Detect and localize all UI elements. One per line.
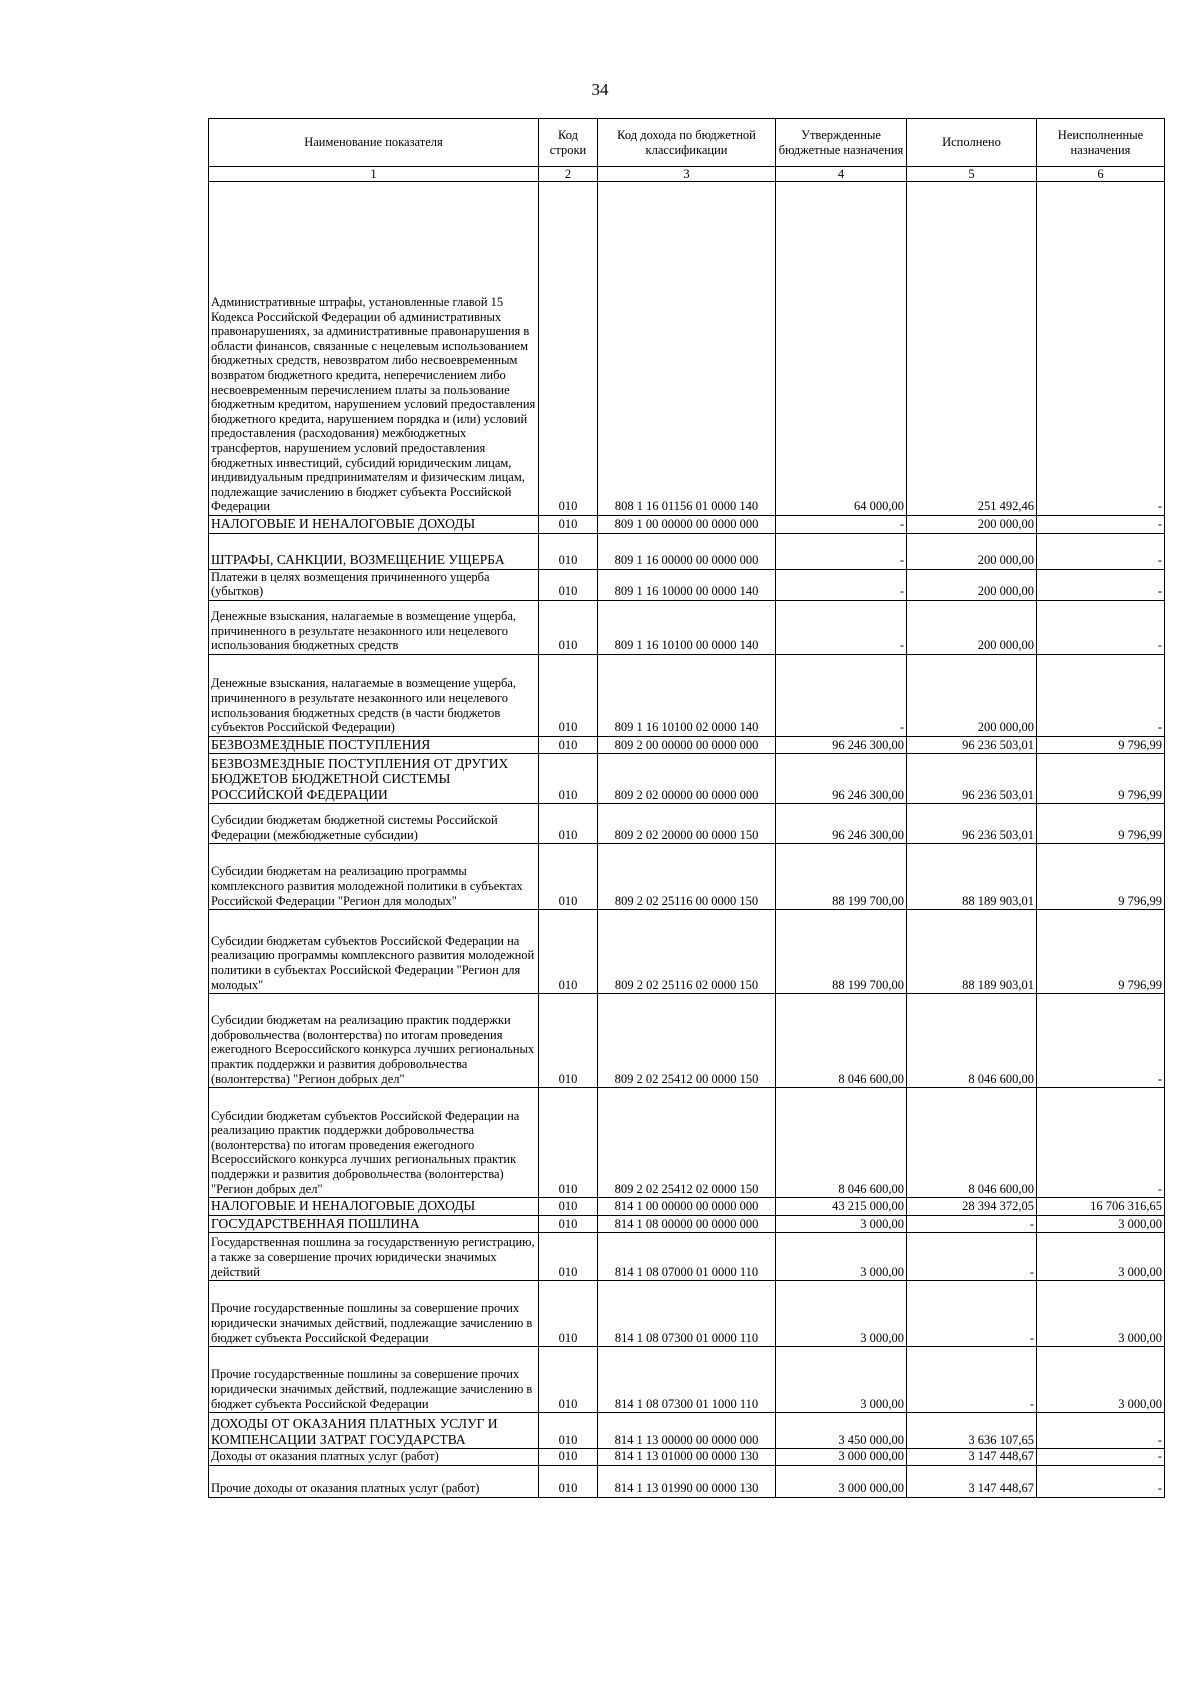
table-row bbox=[209, 994, 1165, 1088]
row-unexecuted-amount: - bbox=[1037, 1465, 1165, 1497]
row-approved-amount: 88 199 700,00 bbox=[776, 910, 907, 994]
row-code: 010 bbox=[539, 994, 598, 1088]
row-approved-amount: 3 000,00 bbox=[776, 1347, 907, 1413]
table-row bbox=[209, 1198, 1165, 1216]
row-name: Субсидии бюджетам на реализацию программы комплексного развития молодежной политики в субъектах Российской Федерации "Регион для молодых" bbox=[209, 844, 539, 910]
column-number: 6 bbox=[1037, 167, 1165, 182]
row-code: 010 bbox=[539, 1198, 598, 1216]
row-kbk-code: 809 1 00 00000 00 0000 000 bbox=[598, 516, 776, 534]
header-approved: Утвержденные бюджетные назначения bbox=[776, 119, 907, 167]
row-kbk-code: 814 1 08 07300 01 0000 110 bbox=[598, 1281, 776, 1347]
column-number: 3 bbox=[598, 167, 776, 182]
row-kbk-code: 814 1 13 01990 00 0000 130 bbox=[598, 1465, 776, 1497]
row-unexecuted-amount: - bbox=[1037, 569, 1165, 600]
row-unexecuted-amount: - bbox=[1037, 600, 1165, 654]
column-number: 5 bbox=[907, 167, 1037, 182]
row-name: Субсидии бюджетам бюджетной системы Российской Федерации (межбюджетные субсидии) bbox=[209, 804, 539, 844]
row-kbk-code: 809 1 16 00000 00 0000 000 bbox=[598, 533, 776, 569]
header-executed: Исполнено bbox=[907, 119, 1037, 167]
row-code: 010 bbox=[539, 844, 598, 910]
row-code: 010 bbox=[539, 569, 598, 600]
row-name: Субсидии бюджетам субъектов Российской Федерации на реализацию практик поддержки добровольчества (волонтерства) по итогам проведения ежегодного Всероссийского конкурса лучших региональных практик поддержки и развития добровольчества (волонтерства) "Регион добрых дел" bbox=[209, 1088, 539, 1198]
row-unexecuted-amount: - bbox=[1037, 1413, 1165, 1449]
row-executed-amount: 3 636 107,65 bbox=[907, 1413, 1037, 1449]
row-name: Прочие доходы от оказания платных услуг (работ) bbox=[209, 1465, 539, 1497]
row-name: Субсидии бюджетам субъектов Российской Федерации на реализацию программы комплексного развития молодежной политики в субъектах Российской Федерации "Регион для молодых" bbox=[209, 910, 539, 994]
row-unexecuted-amount: 3 000,00 bbox=[1037, 1281, 1165, 1347]
header-unexecuted: Неисполненные назначения bbox=[1037, 119, 1165, 167]
row-executed-amount: - bbox=[907, 1281, 1037, 1347]
row-kbk-code: 809 2 02 25412 00 0000 150 bbox=[598, 994, 776, 1088]
row-unexecuted-amount: 3 000,00 bbox=[1037, 1347, 1165, 1413]
row-name: Денежные взыскания, налагаемые в возмещение ущерба, причиненного в результате незаконного или нецелевого использования бюджетных средств (в части бюджетов субъектов Российской Федерации) bbox=[209, 654, 539, 736]
row-code: 010 bbox=[539, 804, 598, 844]
row-name: Доходы от оказания платных услуг (работ) bbox=[209, 1449, 539, 1466]
column-number: 4 bbox=[776, 167, 907, 182]
row-executed-amount: 88 189 903,01 bbox=[907, 910, 1037, 994]
row-unexecuted-amount: 3 000,00 bbox=[1037, 1215, 1165, 1233]
row-kbk-code: 814 1 13 00000 00 0000 000 bbox=[598, 1413, 776, 1449]
budget-revenue-table bbox=[208, 118, 1165, 1498]
table-row bbox=[209, 1465, 1165, 1497]
row-executed-amount: 200 000,00 bbox=[907, 516, 1037, 534]
row-kbk-code: 814 1 08 00000 00 0000 000 bbox=[598, 1215, 776, 1233]
row-name: БЕЗВОЗМЕЗДНЫЕ ПОСТУПЛЕНИЯ ОТ ДРУГИХ БЮДЖЕТОВ БЮДЖЕТНОЙ СИСТЕМЫ РОССИЙСКОЙ ФЕДЕРАЦИИ bbox=[209, 754, 539, 804]
row-code: 010 bbox=[539, 1465, 598, 1497]
row-kbk-code: 808 1 16 01156 01 0000 140 bbox=[598, 182, 776, 516]
row-unexecuted-amount: 9 796,99 bbox=[1037, 804, 1165, 844]
row-code: 010 bbox=[539, 910, 598, 994]
page-number: 34 bbox=[591, 80, 609, 99]
table-row bbox=[209, 1088, 1165, 1198]
row-executed-amount: 200 000,00 bbox=[907, 654, 1037, 736]
row-kbk-code: 814 1 00 00000 00 0000 000 bbox=[598, 1198, 776, 1216]
row-code: 010 bbox=[539, 1413, 598, 1449]
table-row bbox=[209, 736, 1165, 754]
row-code: 010 bbox=[539, 1233, 598, 1281]
header-kbk: Код дохода по бюджетной классификации bbox=[598, 119, 776, 167]
row-executed-amount: 3 147 448,67 bbox=[907, 1449, 1037, 1466]
row-executed-amount: 8 046 600,00 bbox=[907, 994, 1037, 1088]
row-code: 010 bbox=[539, 1449, 598, 1466]
row-executed-amount: 8 046 600,00 bbox=[907, 1088, 1037, 1198]
row-name: НАЛОГОВЫЕ И НЕНАЛОГОВЫЕ ДОХОДЫ bbox=[209, 516, 539, 534]
row-code: 010 bbox=[539, 1088, 598, 1198]
row-executed-amount: 88 189 903,01 bbox=[907, 844, 1037, 910]
row-name: НАЛОГОВЫЕ И НЕНАЛОГОВЫЕ ДОХОДЫ bbox=[209, 1198, 539, 1216]
row-code: 010 bbox=[539, 1215, 598, 1233]
row-code: 010 bbox=[539, 1281, 598, 1347]
row-code: 010 bbox=[539, 1347, 598, 1413]
row-unexecuted-amount: 9 796,99 bbox=[1037, 736, 1165, 754]
row-name: Административные штрафы, установленные главой 15 Кодекса Российской Федерации об административных правонарушениях, за административные правонарушения в области финансов, связанные с нецелевым использованием бюджетных средств, невозвратом либо несвоевременным возвратом бюджетного кредита, неперечислением либо несвоевременным перечислением платы за пользование бюджетным кредитом, нарушением условий предоставления бюджетного кредита, нарушением порядка и (или) условий предоставления (расходования) межбюджетных трансфертов, нарушением условий предоставления бюджетных инвестиций, субсидий юридическим лицам, индивидуальным предпринимателям и физическим лицам, подлежащие зачислению в бюджет субъекта Российской Федерации bbox=[209, 182, 539, 516]
row-code: 010 bbox=[539, 754, 598, 804]
row-unexecuted-amount: - bbox=[1037, 533, 1165, 569]
row-kbk-code: 809 2 00 00000 00 0000 000 bbox=[598, 736, 776, 754]
row-unexecuted-amount: 9 796,99 bbox=[1037, 910, 1165, 994]
row-executed-amount: 251 492,46 bbox=[907, 182, 1037, 516]
row-executed-amount: 96 236 503,01 bbox=[907, 804, 1037, 844]
row-approved-amount: 3 000 000,00 bbox=[776, 1465, 907, 1497]
row-approved-amount: - bbox=[776, 533, 907, 569]
row-name: ДОХОДЫ ОТ ОКАЗАНИЯ ПЛАТНЫХ УСЛУГ И КОМПЕНСАЦИИ ЗАТРАТ ГОСУДАРСТВА bbox=[209, 1413, 539, 1449]
row-unexecuted-amount: 3 000,00 bbox=[1037, 1233, 1165, 1281]
row-kbk-code: 814 1 13 01000 00 0000 130 bbox=[598, 1449, 776, 1466]
row-kbk-code: 814 1 08 07300 01 1000 110 bbox=[598, 1347, 776, 1413]
row-kbk-code: 809 1 16 10000 00 0000 140 bbox=[598, 569, 776, 600]
table-row bbox=[209, 1449, 1165, 1466]
row-approved-amount: 3 000,00 bbox=[776, 1233, 907, 1281]
table-row bbox=[209, 804, 1165, 844]
row-executed-amount: 200 000,00 bbox=[907, 600, 1037, 654]
row-unexecuted-amount: - bbox=[1037, 182, 1165, 516]
row-approved-amount: 96 246 300,00 bbox=[776, 736, 907, 754]
row-kbk-code: 809 2 02 25116 02 0000 150 bbox=[598, 910, 776, 994]
row-approved-amount: 8 046 600,00 bbox=[776, 1088, 907, 1198]
row-code: 010 bbox=[539, 600, 598, 654]
table-row bbox=[209, 1281, 1165, 1347]
row-approved-amount: 64 000,00 bbox=[776, 182, 907, 516]
row-kbk-code: 809 1 16 10100 00 0000 140 bbox=[598, 600, 776, 654]
row-kbk-code: 814 1 08 07000 01 0000 110 bbox=[598, 1233, 776, 1281]
row-executed-amount: - bbox=[907, 1215, 1037, 1233]
table-row bbox=[209, 533, 1165, 569]
row-name: Государственная пошлина за государственную регистрацию, а также за совершение прочих юридически значимых действий bbox=[209, 1233, 539, 1281]
row-approved-amount: 96 246 300,00 bbox=[776, 754, 907, 804]
table-body bbox=[209, 182, 1165, 1498]
row-unexecuted-amount: - bbox=[1037, 654, 1165, 736]
row-kbk-code: 809 2 02 25116 00 0000 150 bbox=[598, 844, 776, 910]
table-row bbox=[209, 654, 1165, 736]
table-row bbox=[209, 1413, 1165, 1449]
row-executed-amount: - bbox=[907, 1347, 1037, 1413]
row-approved-amount: 3 000 000,00 bbox=[776, 1449, 907, 1466]
table-row bbox=[209, 1233, 1165, 1281]
row-code: 010 bbox=[539, 182, 598, 516]
row-unexecuted-amount: 16 706 316,65 bbox=[1037, 1198, 1165, 1216]
table-row bbox=[209, 516, 1165, 534]
table-row bbox=[209, 1215, 1165, 1233]
row-name: ГОСУДАРСТВЕННАЯ ПОШЛИНА bbox=[209, 1215, 539, 1233]
row-name: БЕЗВОЗМЕЗДНЫЕ ПОСТУПЛЕНИЯ bbox=[209, 736, 539, 754]
row-unexecuted-amount: - bbox=[1037, 1088, 1165, 1198]
row-approved-amount: - bbox=[776, 516, 907, 534]
row-name: Денежные взыскания, налагаемые в возмещение ущерба, причиненного в результате незаконного или нецелевого использования бюджетных средств bbox=[209, 600, 539, 654]
table-row bbox=[209, 844, 1165, 910]
row-unexecuted-amount: - bbox=[1037, 516, 1165, 534]
row-executed-amount: 28 394 372,05 bbox=[907, 1198, 1037, 1216]
table-row bbox=[209, 754, 1165, 804]
table-row bbox=[209, 600, 1165, 654]
row-executed-amount: 96 236 503,01 bbox=[907, 736, 1037, 754]
table-row bbox=[209, 910, 1165, 994]
row-name: Субсидии бюджетам на реализацию практик поддержки добровольчества (волонтерства) по итогам проведения ежегодного Всероссийского конкурса лучших региональных практик поддержки и развития добровольчества (волонтерства) "Регион добрых дел" bbox=[209, 994, 539, 1088]
row-approved-amount: 3 450 000,00 bbox=[776, 1413, 907, 1449]
row-unexecuted-amount: - bbox=[1037, 994, 1165, 1088]
row-name: Прочие государственные пошлины за совершение прочих юридически значимых действий, подлежащие зачислению в бюджет субъекта Российской Федерации bbox=[209, 1347, 539, 1413]
row-unexecuted-amount: - bbox=[1037, 1449, 1165, 1466]
row-approved-amount: 3 000,00 bbox=[776, 1215, 907, 1233]
row-name: ШТРАФЫ, САНКЦИИ, ВОЗМЕЩЕНИЕ УЩЕРБА bbox=[209, 533, 539, 569]
row-executed-amount: 96 236 503,01 bbox=[907, 754, 1037, 804]
header-code: Код строки bbox=[539, 119, 598, 167]
row-approved-amount: - bbox=[776, 600, 907, 654]
table-row bbox=[209, 1347, 1165, 1413]
row-approved-amount: - bbox=[776, 654, 907, 736]
row-executed-amount: 200 000,00 bbox=[907, 569, 1037, 600]
column-number: 2 bbox=[539, 167, 598, 182]
row-approved-amount: 88 199 700,00 bbox=[776, 844, 907, 910]
row-unexecuted-amount: 9 796,99 bbox=[1037, 754, 1165, 804]
row-approved-amount: 43 215 000,00 bbox=[776, 1198, 907, 1216]
table-row bbox=[209, 182, 1165, 516]
row-code: 010 bbox=[539, 654, 598, 736]
row-unexecuted-amount: 9 796,99 bbox=[1037, 844, 1165, 910]
table-row bbox=[209, 569, 1165, 600]
row-approved-amount: - bbox=[776, 569, 907, 600]
row-name: Прочие государственные пошлины за совершение прочих юридически значимых действий, подлежащие зачислению в бюджет субъекта Российской Федерации bbox=[209, 1281, 539, 1347]
row-executed-amount: 3 147 448,67 bbox=[907, 1465, 1037, 1497]
row-approved-amount: 96 246 300,00 bbox=[776, 804, 907, 844]
row-approved-amount: 8 046 600,00 bbox=[776, 994, 907, 1088]
row-executed-amount: - bbox=[907, 1233, 1037, 1281]
row-kbk-code: 809 2 02 25412 02 0000 150 bbox=[598, 1088, 776, 1198]
row-approved-amount: 3 000,00 bbox=[776, 1281, 907, 1347]
row-name: Платежи в целях возмещения причиненного ущерба (убытков) bbox=[209, 569, 539, 600]
row-kbk-code: 809 2 02 00000 00 0000 000 bbox=[598, 754, 776, 804]
row-kbk-code: 809 1 16 10100 02 0000 140 bbox=[598, 654, 776, 736]
row-executed-amount: 200 000,00 bbox=[907, 533, 1037, 569]
row-code: 010 bbox=[539, 533, 598, 569]
column-number: 1 bbox=[209, 167, 539, 182]
row-code: 010 bbox=[539, 516, 598, 534]
row-kbk-code: 809 2 02 20000 00 0000 150 bbox=[598, 804, 776, 844]
row-code: 010 bbox=[539, 736, 598, 754]
header-name: Наименование показателя bbox=[209, 119, 539, 167]
